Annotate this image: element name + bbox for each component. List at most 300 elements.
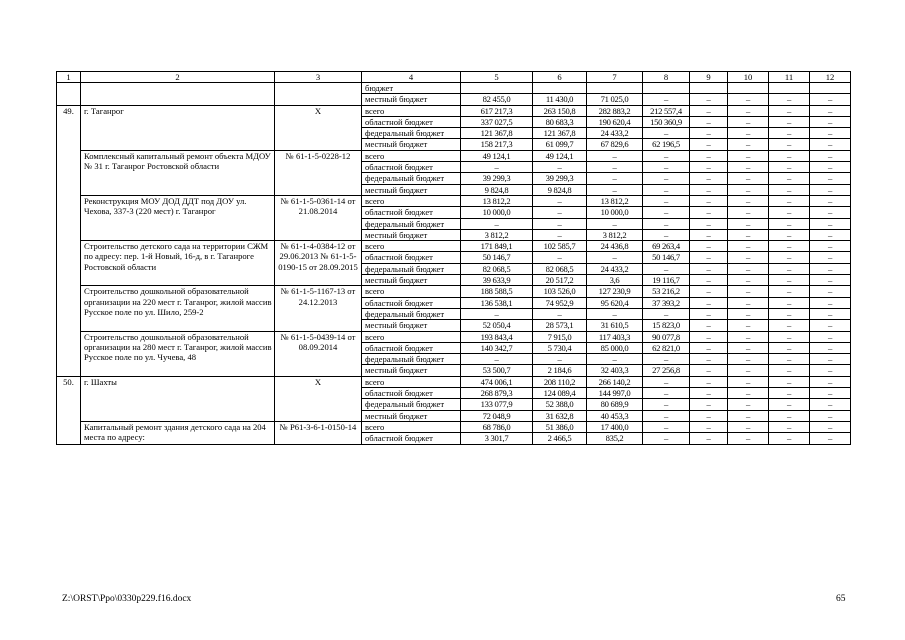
table-row	[57, 150, 851, 161]
budget-type-cell: всего	[362, 421, 461, 432]
value-cell: 121 367,8	[461, 128, 533, 139]
value-cell: –	[587, 354, 643, 365]
value-cell: 90 077,8	[643, 331, 690, 342]
value-cell: 85 000,0	[587, 342, 643, 353]
value-cell: –	[690, 128, 728, 139]
value-cell: 49 124,1	[533, 150, 587, 161]
value-cell: –	[533, 207, 587, 218]
value-cell: 62 821,0	[643, 342, 690, 353]
value-cell: 51 386,0	[533, 421, 587, 432]
value-cell: 2 466,5	[533, 433, 587, 444]
value-cell: –	[728, 320, 769, 331]
value-cell: –	[643, 150, 690, 161]
value-cell: –	[728, 139, 769, 150]
value-cell: –	[769, 365, 810, 376]
table-row	[57, 241, 851, 252]
value-cell	[690, 83, 728, 94]
value-cell: –	[643, 388, 690, 399]
column-number: 11	[769, 72, 810, 83]
value-cell: –	[728, 421, 769, 432]
value-cell: –	[810, 241, 851, 252]
value-cell: –	[643, 128, 690, 139]
budget-type-cell: бюджет	[362, 83, 461, 94]
value-cell: –	[769, 275, 810, 286]
value-cell: –	[533, 308, 587, 319]
value-cell: 82 455,0	[461, 94, 533, 105]
value-cell: 17 400,0	[587, 421, 643, 432]
object-name-cell: Капитальный ремонт здания детского сада на 204 места по адресу:	[81, 421, 275, 444]
value-cell: –	[643, 263, 690, 274]
value-cell: 74 952,9	[533, 297, 587, 308]
document-ref-cell: № 61-1-5-0361-14 от 21.08.2014	[275, 195, 362, 240]
value-cell: –	[690, 263, 728, 274]
budget-type-cell: местный бюджет	[362, 275, 461, 286]
value-cell	[587, 83, 643, 94]
budget-type-cell: областной бюджет	[362, 297, 461, 308]
value-cell: –	[643, 173, 690, 184]
column-number-row	[57, 72, 851, 83]
value-cell: 103 526,0	[533, 286, 587, 297]
value-cell: 52 388,0	[533, 399, 587, 410]
budget-type-cell: местный бюджет	[362, 94, 461, 105]
object-name-cell: Комплексный капитальный ремонт объекта МДОУ № 31 г. Таганрог Ростовской области	[81, 150, 275, 195]
value-cell: –	[810, 229, 851, 240]
document-ref-cell	[275, 83, 362, 106]
value-cell: –	[587, 252, 643, 263]
object-name-cell: г. Шахты	[81, 376, 275, 421]
value-cell: –	[810, 388, 851, 399]
object-name-cell	[81, 83, 275, 106]
column-number: 9	[690, 72, 728, 83]
value-cell: –	[769, 128, 810, 139]
value-cell	[769, 83, 810, 94]
value-cell: 10 000,0	[461, 207, 533, 218]
value-cell: –	[728, 162, 769, 173]
value-cell: –	[728, 331, 769, 342]
value-cell: –	[690, 331, 728, 342]
value-cell: –	[769, 320, 810, 331]
value-cell: –	[643, 94, 690, 105]
column-number: 7	[587, 72, 643, 83]
budget-type-cell: всего	[362, 195, 461, 206]
column-number: 6	[533, 72, 587, 83]
value-cell: –	[533, 162, 587, 173]
object-name-cell: Строительство дошкольной образовательной организации на 280 мест г. Таганрог, жилой массив Русское поле по ул. Чучева, 48	[81, 331, 275, 376]
value-cell: –	[810, 207, 851, 218]
value-cell: –	[769, 94, 810, 105]
budget-type-cell: всего	[362, 286, 461, 297]
value-cell	[810, 83, 851, 94]
value-cell: 53 500,7	[461, 365, 533, 376]
value-cell: 835,2	[587, 433, 643, 444]
value-cell: 11 430,0	[533, 94, 587, 105]
value-cell: –	[690, 173, 728, 184]
value-cell: 20 517,2	[533, 275, 587, 286]
table-row	[57, 376, 851, 387]
budget-type-cell: областной бюджет	[362, 252, 461, 263]
value-cell: –	[769, 139, 810, 150]
document-ref-cell: Х	[275, 105, 362, 150]
value-cell: 133 077,9	[461, 399, 533, 410]
value-cell: 31 632,8	[533, 410, 587, 421]
document-ref-cell: № 61-1-5-0228-12	[275, 150, 362, 195]
column-number: 1	[57, 72, 81, 83]
value-cell: –	[690, 388, 728, 399]
value-cell: –	[690, 195, 728, 206]
value-cell: 39 633,9	[461, 275, 533, 286]
value-cell: 24 433,2	[587, 128, 643, 139]
value-cell: 263 150,8	[533, 105, 587, 116]
value-cell: –	[587, 308, 643, 319]
value-cell: 150 360,9	[643, 116, 690, 127]
value-cell: –	[769, 162, 810, 173]
value-cell: –	[690, 376, 728, 387]
value-cell: 5 730,4	[533, 342, 587, 353]
value-cell: 337 027,5	[461, 116, 533, 127]
value-cell: –	[690, 286, 728, 297]
value-cell: –	[643, 421, 690, 432]
value-cell: –	[769, 410, 810, 421]
value-cell: 80 683,3	[533, 116, 587, 127]
value-cell: 53 216,2	[643, 286, 690, 297]
value-cell: –	[643, 308, 690, 319]
value-cell: –	[810, 342, 851, 353]
value-cell: –	[769, 263, 810, 274]
table-row	[57, 421, 851, 432]
value-cell: –	[533, 229, 587, 240]
value-cell: 10 000,0	[587, 207, 643, 218]
value-cell: –	[769, 286, 810, 297]
value-cell: –	[728, 128, 769, 139]
value-cell: 136 538,1	[461, 297, 533, 308]
value-cell: –	[810, 94, 851, 105]
value-cell	[533, 83, 587, 94]
value-cell: 188 588,5	[461, 286, 533, 297]
value-cell: –	[643, 399, 690, 410]
value-cell: –	[769, 388, 810, 399]
budget-type-cell: федеральный бюджет	[362, 128, 461, 139]
value-cell: –	[810, 410, 851, 421]
budget-type-cell: местный бюджет	[362, 410, 461, 421]
value-cell: –	[690, 139, 728, 150]
value-cell: 158 217,3	[461, 139, 533, 150]
value-cell: 268 879,3	[461, 388, 533, 399]
value-cell: –	[587, 184, 643, 195]
budget-type-cell: федеральный бюджет	[362, 263, 461, 274]
value-cell: –	[769, 207, 810, 218]
value-cell: –	[769, 173, 810, 184]
value-cell: 102 585,7	[533, 241, 587, 252]
value-cell: 62 196,5	[643, 139, 690, 150]
value-cell: –	[810, 376, 851, 387]
value-cell: –	[810, 116, 851, 127]
value-cell: –	[810, 286, 851, 297]
value-cell: –	[769, 421, 810, 432]
value-cell: –	[810, 128, 851, 139]
value-cell: 40 453,3	[587, 410, 643, 421]
row-number-cell: 49.	[57, 105, 81, 376]
budget-type-cell: местный бюджет	[362, 229, 461, 240]
value-cell: –	[587, 150, 643, 161]
value-cell: 9 824,8	[461, 184, 533, 195]
value-cell: –	[769, 218, 810, 229]
value-cell: –	[728, 399, 769, 410]
value-cell: –	[728, 342, 769, 353]
table-row	[57, 83, 851, 94]
value-cell: –	[728, 229, 769, 240]
value-cell: –	[461, 218, 533, 229]
value-cell: –	[690, 320, 728, 331]
value-cell: –	[690, 297, 728, 308]
value-cell: –	[690, 433, 728, 444]
value-cell: –	[690, 421, 728, 432]
row-number-cell: 50.	[57, 376, 81, 444]
value-cell: –	[728, 286, 769, 297]
value-cell: 24 436,8	[587, 241, 643, 252]
value-cell: 49 124,1	[461, 150, 533, 161]
value-cell: –	[810, 105, 851, 116]
value-cell: 32 403,3	[587, 365, 643, 376]
value-cell: 19 116,7	[643, 275, 690, 286]
budget-type-cell: всего	[362, 150, 461, 161]
table-row	[57, 331, 851, 342]
value-cell: 72 048,9	[461, 410, 533, 421]
value-cell: 474 006,1	[461, 376, 533, 387]
value-cell: –	[728, 308, 769, 319]
value-cell: 24 433,2	[587, 263, 643, 274]
value-cell: –	[643, 354, 690, 365]
value-cell: –	[810, 139, 851, 150]
document-ref-cell: № 61-1-4-0384-12 от 29.06.2013 № 61-1-5-0190-15 от 28.09.2015	[275, 241, 362, 286]
value-cell: –	[810, 195, 851, 206]
value-cell: –	[769, 252, 810, 263]
object-name-cell: Реконструкция МОУ ДОД ДДТ под ДОУ ул. Чехова, 337-3 (220 мест) г. Таганрог	[81, 195, 275, 240]
value-cell: –	[728, 376, 769, 387]
document-ref-cell: № 61-1-5-1167-13 от 24.12.2013	[275, 286, 362, 331]
value-cell: –	[728, 207, 769, 218]
value-cell: 13 812,2	[587, 195, 643, 206]
budget-type-cell: местный бюджет	[362, 184, 461, 195]
value-cell: –	[643, 218, 690, 229]
value-cell: 121 367,8	[533, 128, 587, 139]
value-cell: 212 557,4	[643, 105, 690, 116]
value-cell: 50 146,7	[461, 252, 533, 263]
value-cell: –	[769, 184, 810, 195]
value-cell: –	[587, 218, 643, 229]
value-cell: 39 299,3	[461, 173, 533, 184]
value-cell: –	[690, 410, 728, 421]
column-number: 12	[810, 72, 851, 83]
value-cell: 7 915,0	[533, 331, 587, 342]
value-cell: 68 786,0	[461, 421, 533, 432]
value-cell: –	[810, 308, 851, 319]
value-cell: 124 089,4	[533, 388, 587, 399]
value-cell: –	[690, 207, 728, 218]
value-cell: –	[728, 105, 769, 116]
budget-type-cell: областной бюджет	[362, 342, 461, 353]
value-cell: –	[690, 218, 728, 229]
value-cell: –	[728, 195, 769, 206]
value-cell: –	[643, 410, 690, 421]
value-cell: 3,6	[587, 275, 643, 286]
value-cell: –	[769, 150, 810, 161]
value-cell: –	[461, 308, 533, 319]
value-cell: –	[690, 399, 728, 410]
value-cell: –	[769, 195, 810, 206]
column-number: 10	[728, 72, 769, 83]
value-cell: –	[690, 252, 728, 263]
value-cell: –	[690, 342, 728, 353]
value-cell: –	[533, 354, 587, 365]
value-cell: –	[810, 150, 851, 161]
value-cell: –	[810, 184, 851, 195]
value-cell: –	[728, 241, 769, 252]
value-cell: 208 110,2	[533, 376, 587, 387]
column-number: 4	[362, 72, 461, 83]
column-number: 5	[461, 72, 533, 83]
value-cell: –	[533, 252, 587, 263]
value-cell: –	[769, 399, 810, 410]
value-cell: –	[810, 365, 851, 376]
value-cell: –	[769, 241, 810, 252]
value-cell: –	[728, 297, 769, 308]
table-row	[57, 105, 851, 116]
value-cell: –	[810, 297, 851, 308]
budget-type-cell: областной бюджет	[362, 116, 461, 127]
value-cell: 27 256,8	[643, 365, 690, 376]
value-cell: –	[533, 195, 587, 206]
value-cell: –	[810, 263, 851, 274]
value-cell: –	[461, 162, 533, 173]
value-cell: 9 824,8	[533, 184, 587, 195]
value-cell: –	[728, 365, 769, 376]
value-cell: 282 883,2	[587, 105, 643, 116]
value-cell: –	[810, 354, 851, 365]
value-cell: 39 299,3	[533, 173, 587, 184]
value-cell: –	[461, 354, 533, 365]
value-cell: –	[690, 241, 728, 252]
budget-type-cell: федеральный бюджет	[362, 354, 461, 365]
value-cell: –	[587, 162, 643, 173]
value-cell: 117 403,3	[587, 331, 643, 342]
value-cell: 50 146,7	[643, 252, 690, 263]
value-cell: –	[728, 433, 769, 444]
budget-type-cell: местный бюджет	[362, 139, 461, 150]
value-cell: –	[690, 354, 728, 365]
value-cell: 31 610,5	[587, 320, 643, 331]
value-cell: –	[728, 410, 769, 421]
value-cell: 190 620,4	[587, 116, 643, 127]
document-ref-cell: № Р61-3-6-1-0150-14	[275, 421, 362, 444]
value-cell: –	[690, 162, 728, 173]
document-ref-cell: № 61-1-5-0439-14 от 08.09.2014	[275, 331, 362, 376]
value-cell: 82 068,5	[461, 263, 533, 274]
value-cell: 80 689,9	[587, 399, 643, 410]
value-cell: –	[728, 388, 769, 399]
budget-type-cell: местный бюджет	[362, 320, 461, 331]
value-cell: –	[690, 116, 728, 127]
budget-type-cell: всего	[362, 376, 461, 387]
value-cell: –	[810, 331, 851, 342]
value-cell: –	[769, 342, 810, 353]
value-cell: –	[769, 229, 810, 240]
value-cell: –	[769, 308, 810, 319]
value-cell: –	[690, 94, 728, 105]
budget-type-cell: всего	[362, 105, 461, 116]
value-cell: –	[810, 173, 851, 184]
value-cell: 266 140,2	[587, 376, 643, 387]
budget-type-cell: федеральный бюджет	[362, 218, 461, 229]
page-number: 65	[836, 594, 846, 604]
value-cell: –	[769, 105, 810, 116]
value-cell: –	[769, 331, 810, 342]
value-cell: –	[643, 162, 690, 173]
value-cell: –	[643, 376, 690, 387]
budget-type-cell: областной бюджет	[362, 207, 461, 218]
object-name-cell: Строительство детского сада на территории СЖМ по адресу: пер. 1-й Новый, 16-д, в г. Таганроге Ростовской области	[81, 241, 275, 286]
value-cell: –	[728, 94, 769, 105]
value-cell: –	[728, 184, 769, 195]
value-cell: 95 620,4	[587, 297, 643, 308]
value-cell: 193 843,4	[461, 331, 533, 342]
value-cell: 144 997,0	[587, 388, 643, 399]
value-cell: 67 829,6	[587, 139, 643, 150]
budget-type-cell: областной бюджет	[362, 433, 461, 444]
value-cell	[643, 83, 690, 94]
value-cell: –	[810, 421, 851, 432]
value-cell: –	[810, 162, 851, 173]
value-cell: 52 050,4	[461, 320, 533, 331]
value-cell	[461, 83, 533, 94]
value-cell: 3 812,2	[587, 229, 643, 240]
value-cell: –	[690, 150, 728, 161]
object-name-cell: г. Таганрог	[81, 105, 275, 150]
footer-file-path: Z:\ORST\Ppo\0330p229.f16.docx	[62, 594, 192, 604]
budget-type-cell: всего	[362, 331, 461, 342]
value-cell: –	[728, 116, 769, 127]
budget-type-cell: областной бюджет	[362, 162, 461, 173]
value-cell: –	[690, 229, 728, 240]
value-cell: 71 025,0	[587, 94, 643, 105]
value-cell: –	[690, 105, 728, 116]
value-cell: –	[728, 150, 769, 161]
value-cell: 140 342,7	[461, 342, 533, 353]
value-cell: –	[810, 399, 851, 410]
value-cell: –	[587, 173, 643, 184]
value-cell: –	[810, 433, 851, 444]
value-cell: –	[643, 184, 690, 195]
value-cell: 15 823,0	[643, 320, 690, 331]
value-cell: 3 812,2	[461, 229, 533, 240]
value-cell: –	[643, 207, 690, 218]
value-cell: –	[769, 116, 810, 127]
value-cell: 28 573,1	[533, 320, 587, 331]
value-cell: –	[728, 275, 769, 286]
value-cell: 37 393,2	[643, 297, 690, 308]
budget-type-cell: областной бюджет	[362, 388, 461, 399]
value-cell: –	[810, 320, 851, 331]
value-cell: –	[728, 218, 769, 229]
value-cell: –	[690, 365, 728, 376]
value-cell: –	[810, 275, 851, 286]
value-cell: –	[533, 218, 587, 229]
budget-table	[56, 71, 851, 445]
budget-type-cell: федеральный бюджет	[362, 173, 461, 184]
value-cell: –	[769, 297, 810, 308]
value-cell: –	[728, 252, 769, 263]
column-number: 8	[643, 72, 690, 83]
value-cell: –	[643, 229, 690, 240]
